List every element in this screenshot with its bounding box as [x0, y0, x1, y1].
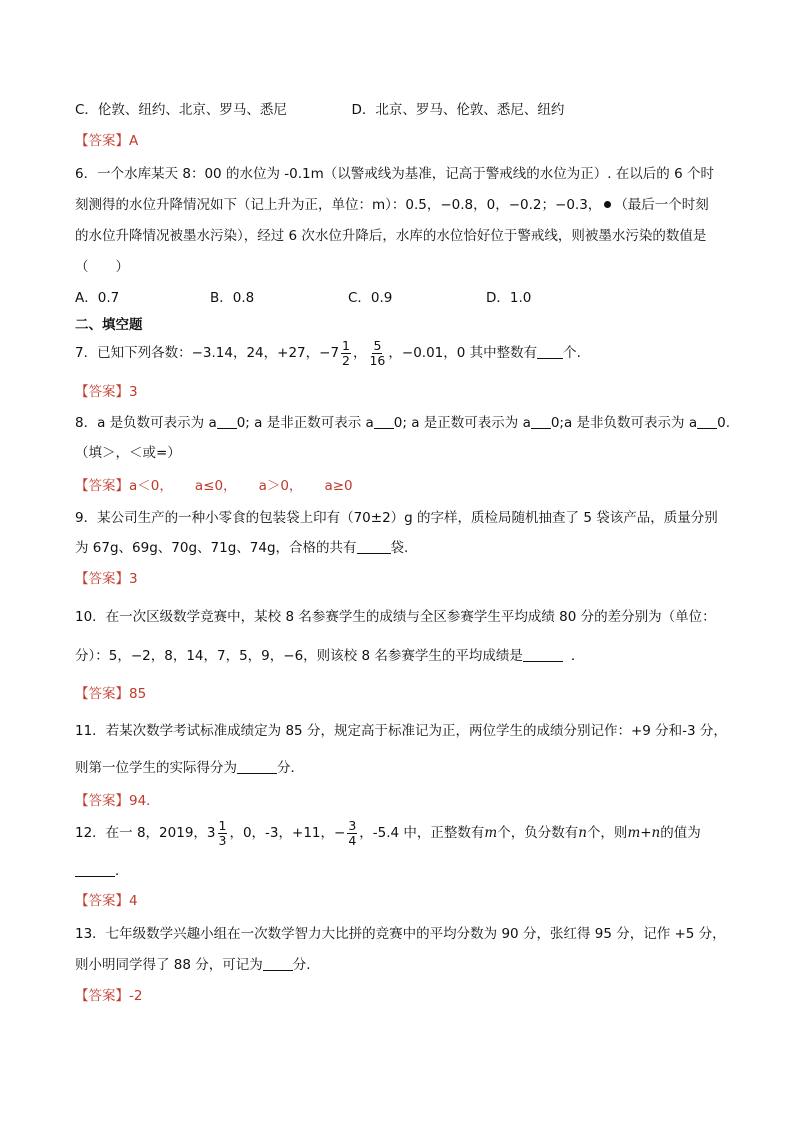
q11-line-1: 11．若某次数学考试标准成绩定为 85 分，规定高于标准记为正，两位学生的成绩分别记作：+9 分和-3 分， [75, 723, 727, 739]
answer-tag: 【答案】 [75, 988, 129, 1004]
q10-answer [75, 685, 146, 703]
q10-text: 分）：5，−2，8，14，7，5，9，−6，则该校 8 名参赛学生的平均成绩是 [75, 648, 523, 664]
q9-line-1: 9．某公司生产的一种小零食的包装袋上印有（70±2）g 的字样，质检局随机抽查了 5 袋该产品，质量分别 [75, 510, 718, 526]
q12-line-1 [75, 816, 701, 850]
variable-m-plus-n: m+n [627, 825, 661, 841]
variable-m: m [484, 825, 498, 841]
answer-blank[interactable] [523, 647, 563, 662]
answer-tag: 【答案】 [75, 478, 129, 494]
answer-blank[interactable] [217, 414, 237, 429]
answer-value: 3 [129, 571, 138, 587]
answer-value: a≤0， [194, 478, 237, 494]
ink-blot-icon [604, 201, 611, 208]
answer-tag: 【答案】 [75, 686, 129, 702]
q6-line-1: 6．一个水库某天 8：00 的水位为 -0.1m（以警戒线为基准，记高于警戒线的水位为正）. 在以后的 6 个时 [75, 166, 714, 182]
answer-value: a＞0， [258, 478, 303, 494]
q8-line-1 [75, 414, 730, 432]
q7-text: 7．已知下列各数：−3.14，24，+27，−7 [75, 345, 340, 361]
numerator: 3 [348, 817, 357, 833]
numerator: 1 [218, 817, 227, 833]
section-heading-fill-in: 二、填空题 [75, 317, 143, 333]
q6-line-2-tail: （最后一个时刻 [614, 197, 709, 213]
q13-line-2 [75, 956, 311, 974]
answer-blank[interactable] [697, 414, 717, 429]
q12-text: 个，则 [586, 825, 628, 841]
answer-value: A [129, 133, 139, 149]
q6-line-2 [75, 196, 709, 214]
q13-answer [75, 987, 142, 1005]
q7-answer [75, 383, 138, 401]
q12-text: 个，负分数有 [497, 825, 579, 841]
answer-blank[interactable] [237, 759, 277, 774]
answer-blank[interactable] [75, 862, 115, 877]
q6-option-b: B．0.8 [210, 290, 255, 306]
answer-value: 3 [129, 384, 138, 400]
q9-line-2 [75, 539, 408, 557]
q6-option-c: C．0.9 [348, 290, 393, 306]
answer-value: a≥0 [324, 478, 353, 494]
denominator: 16 [369, 352, 386, 368]
answer-value: -2 [129, 988, 143, 1004]
denominator: 3 [218, 832, 227, 848]
q10-suffix: ． [570, 648, 585, 664]
fraction [341, 339, 351, 368]
answer-tag: 【答案】 [75, 793, 129, 809]
q6-option-a: A．0.7 [75, 290, 120, 306]
q11-suffix: 分． [277, 760, 304, 776]
q9-answer [75, 570, 138, 588]
variable-n: n [578, 825, 587, 841]
denominator: 2 [342, 352, 350, 368]
numerator: 1 [342, 337, 350, 353]
q8-part: 0. [717, 415, 730, 431]
q11-line-2 [75, 759, 304, 777]
q12-text: ，-5.4 中，正整数有 [359, 825, 485, 841]
answer-blank[interactable] [263, 956, 293, 971]
answer-tag: 【答案】 [75, 384, 129, 400]
q12-line-2 [75, 862, 129, 880]
q9-text: 为 67g、69g、70g、71g、74g，合格的共有 [75, 540, 357, 556]
q6-line-4: （ ） [75, 259, 129, 275]
q9-suffix: 袋. [390, 540, 409, 556]
q8-part: 0;a 是非负数可表示为 a [550, 415, 698, 431]
q13-suffix: 分. [292, 957, 311, 973]
q8-line-2: （填＞，＜或=） [75, 445, 181, 461]
answer-value: 85 [129, 686, 147, 702]
answer-blank[interactable] [357, 539, 391, 554]
q6-line-3: 的水位升降情况被墨水污染），经过 6 次水位升降后，水库的水位恰好位于警戒线，则被墨水污染的数值是 [75, 228, 707, 244]
answer-tag: 【答案】 [75, 571, 129, 587]
q8-part: 0; a 是正数可表示为 a [393, 415, 531, 431]
q12-suffix: ． [115, 863, 129, 879]
answer-value: 94． [129, 793, 160, 809]
answer-blank[interactable] [374, 414, 394, 429]
answer-value: 4 [129, 893, 138, 909]
answer-tag: 【答案】 [75, 133, 129, 149]
q12-text: ，0，-3，+11，− [229, 825, 346, 841]
q10-line-2 [75, 647, 584, 665]
q5-option-d: D．北京、罗马、伦敦、悉尼、纽约 [351, 102, 565, 118]
q5-option-c: C．伦敦、纽约、北京、罗马、悉尼 [75, 102, 287, 118]
q7-text-tail: ，−0.01，0 其中整数有 [388, 345, 538, 361]
q13-text: 则小明同学得了 88 分，可记为 [75, 957, 263, 973]
q8-part: 0; a 是非正数可表示 a [236, 415, 374, 431]
numerator: 5 [373, 337, 382, 353]
q12-answer [75, 892, 138, 910]
q6-option-d: D．1.0 [486, 290, 532, 306]
q12-text: 12．在一 8，2019，3 [75, 825, 216, 841]
q8-part: 8．a 是负数可表示为 a [75, 415, 217, 431]
q7-suffix: 个. [563, 345, 581, 361]
q8-answer [75, 477, 353, 495]
answer-tag: 【答案】 [75, 893, 129, 909]
fraction [368, 339, 386, 368]
q7-line [75, 336, 581, 370]
answer-blank[interactable] [531, 414, 551, 429]
fraction [218, 819, 228, 848]
q5-options [75, 101, 564, 119]
q10-line-1: 10．在一次区级数学竞赛中，某校 8 名参赛学生的成绩与全区参赛学生平均成绩 80 分的差分别为（单位： [75, 609, 716, 625]
fraction [347, 819, 357, 848]
q6-line-2-text: 刻测得的水位升降情况如下（记上升为正，单位：m）：0.5，−0.8，0，−0.2；−0.3， [75, 197, 602, 213]
denominator: 4 [348, 832, 357, 848]
q13-line-1: 13．七年级数学兴趣小组在一次数学智力大比拼的竞赛中的平均分数为 90 分，张红得 95 分，记作 +5 分， [75, 926, 726, 942]
q7-sep: ， [352, 345, 367, 361]
q11-text: 则第一位学生的实际得分为 [75, 760, 237, 776]
answer-blank[interactable] [537, 344, 563, 359]
q12-text: 的值为 [660, 825, 701, 841]
answer-value: a＜0， [129, 478, 173, 494]
q5-answer [75, 132, 138, 150]
q11-answer [75, 792, 160, 810]
